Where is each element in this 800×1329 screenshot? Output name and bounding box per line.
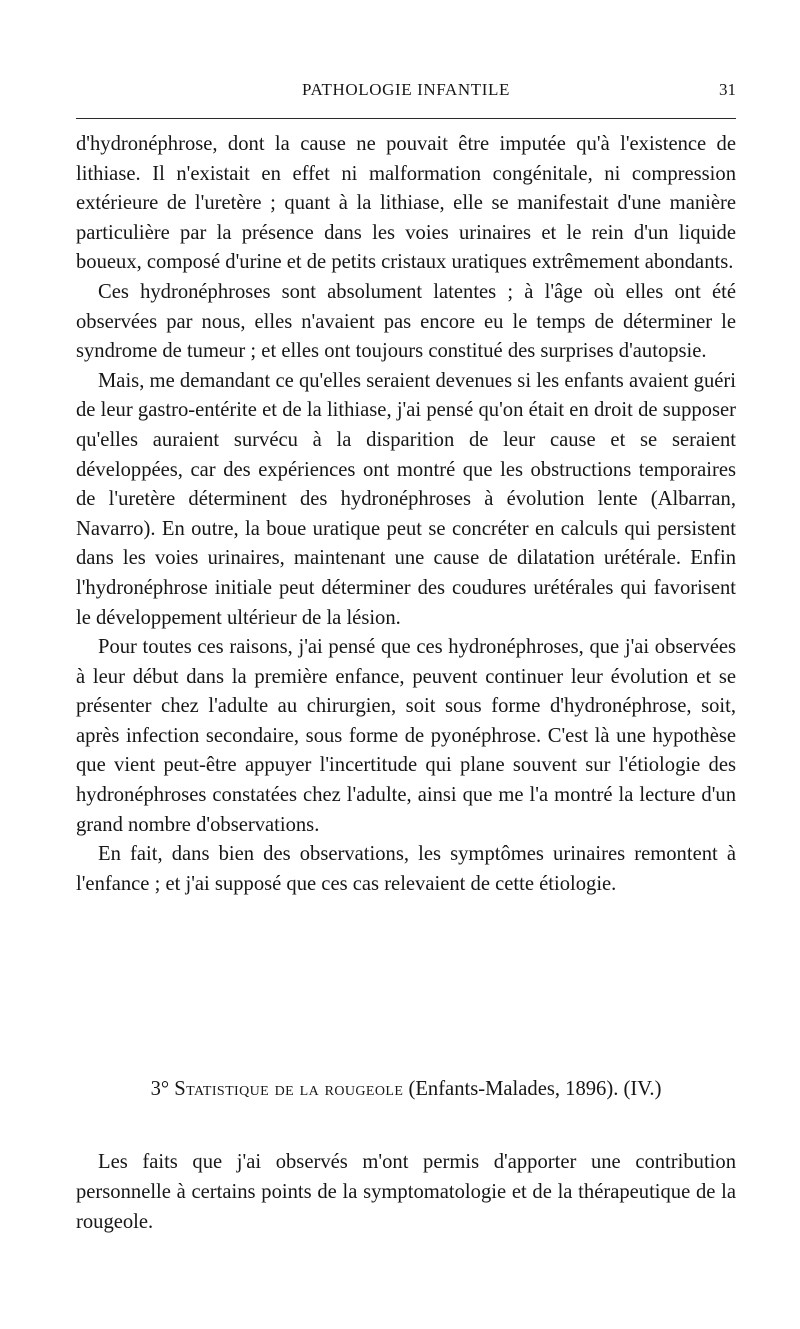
paragraph-continuation: d'hydronéphrose, dont la cause ne pouvait être imputée qu'à l'existence de lithiase. Il n'existait en effet ni malformation congénitale, ni compression extérieure de l'uretère ; quant à la lithiase, elle se manifestait d'une manière particulière par la présence dans les voies urinaires et le rein d'un liquide boueux, composé d'urine et de petits cristaux uratiques extrêmement abondants. bbox=[76, 133, 736, 274]
section-body bbox=[76, 1147, 736, 1237]
section-number: 3° bbox=[150, 1078, 170, 1100]
body-text bbox=[76, 130, 736, 899]
running-head bbox=[76, 78, 736, 108]
section-title-smallcaps: Statistique de la rougeole bbox=[174, 1078, 404, 1100]
paragraph-hypothesis-origin: Mais, me demandant ce qu'elles seraient devenues si les enfants avaient guéri de leur gastro-entérite et de la lithiase, j'ai pensé qu'on était en droit de supposer qu'elles auraient survécu à la disparition de leur cause et se seraient développées, car des expériences ont montré que les obstructions temporaires de l'uretère déterminent des hydronéphroses à évolution lente (Albarran, Navarro). En outre, la boue uratique peut se concréter en calculs qui persistent dans les voies urinaires, maintenant une cause de dilatation urétérale. Enfin l'hydronéphrose initiale peut déterminer des coudures urétérales qui favorisent le développement ultérieur de la lésion. bbox=[76, 369, 736, 629]
paragraph-reasons: Pour toutes ces raisons, j'ai pensé que ces hydronéphroses, que j'ai observées à leur début dans la première enfance, peuvent continuer leur évolution et se présenter chez l'adulte au chirurgien, soit sous forme d'hydronéphrose, soit, après infection secondaire, sous forme de pyonéphrose. C'est là une hypothèse que vient peut-être appuyer l'incertitude qui plane souvent sur l'étiologie des hydronéphroses constatées chez l'adulte, ainsi que me l'a montré la lecture d'un grand nombre d'observations. bbox=[76, 636, 736, 836]
section-title-rest: (Enfants-Malades, 1896). (IV.) bbox=[408, 1078, 662, 1100]
paragraph-conclusion: En fait, dans bien des observations, les symptômes urinaires remontent à l'enfance ; et j'ai supposé que ces cas relevaient de cette étiologie. bbox=[76, 843, 736, 895]
book-page bbox=[76, 0, 736, 1329]
page-number: 31 bbox=[719, 80, 736, 99]
section-paragraph: Les faits que j'ai observés m'ont permis d'apporter une contribution personnelle à certains points de la symptomatologie et de la thérapeutique de la rougeole. bbox=[76, 1151, 736, 1233]
section-heading bbox=[76, 1074, 736, 1104]
running-title: PATHOLOGIE INFANTILE bbox=[302, 80, 510, 99]
header-rule bbox=[76, 118, 736, 119]
paragraph-latent-hydronephroses: Ces hydronéphroses sont absolument latentes ; à l'âge où elles ont été observées par nous, elles n'avaient pas encore eu le temps de déterminer le syndrome de tumeur ; et elles ont toujours constitué des surprises d'autopsie. bbox=[76, 280, 736, 363]
